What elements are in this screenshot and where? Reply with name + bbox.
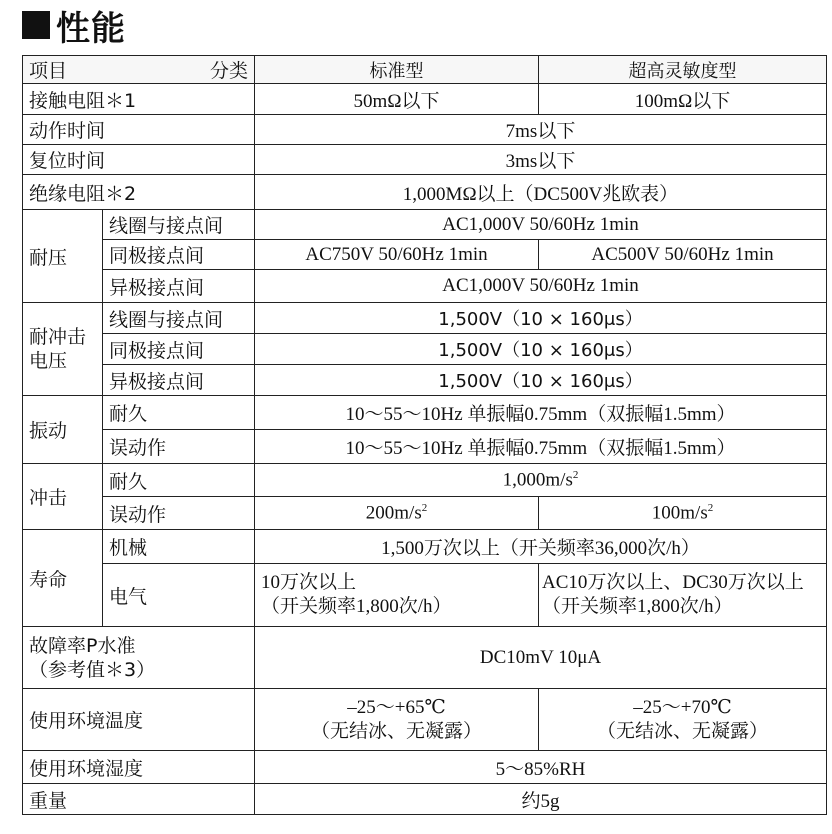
table-row [23, 334, 827, 365]
contact-resistance-standard: 50mΩ以下 [255, 84, 539, 115]
table-row [23, 497, 827, 530]
table-row [23, 175, 827, 210]
life-electrical-standard-line2: （开关频率1,800次/h） [261, 596, 452, 617]
dielectric-coil-contact-label: 线圈与接点间 [103, 210, 255, 240]
table-row [23, 430, 827, 464]
life-mechanical-value: 1,500万次以上（开关频率36,000次/h） [255, 530, 827, 564]
shock-malfunction-standard [255, 497, 539, 530]
ambient-temp-standard [255, 689, 539, 751]
shock-durability-label: 耐久 [103, 464, 255, 497]
table-row [23, 115, 827, 145]
table-row [23, 751, 827, 784]
table-row [23, 784, 827, 815]
surge-label-line1: 耐冲击 [29, 326, 87, 348]
header-row [23, 56, 827, 84]
life-electrical-ultra-line2: （开关频率1,800次/h） [542, 596, 733, 617]
life-electrical-label: 电气 [103, 564, 255, 627]
weight-label: 重量 [23, 784, 255, 815]
surge-coil-contact-label: 线圈与接点间 [103, 303, 255, 334]
table-row [23, 270, 827, 303]
dielectric-coil-contact-value: AC1,000V 50/60Hz 1min [255, 210, 827, 240]
table-row [23, 303, 827, 334]
shock-label: 冲击 [23, 464, 103, 530]
life-mechanical-label: 机械 [103, 530, 255, 564]
table-row [23, 627, 827, 689]
table-row [23, 84, 827, 115]
dielectric-same-pole-standard: AC750V 50/60Hz 1min [255, 240, 539, 270]
table-row [23, 464, 827, 497]
ambient-humidity-label: 使用环境湿度 [23, 751, 255, 784]
life-electrical-ultra [539, 564, 827, 627]
contact-resistance-label: 接触电阻＊1 [23, 84, 255, 115]
shock-durability-sup: 2 [572, 468, 579, 481]
shock-durability-text: 1,000m/s [502, 469, 573, 491]
contact-resistance-ultra: 100mΩ以下 [539, 84, 827, 115]
operate-time-value: 7ms以下 [255, 115, 827, 145]
table-row [23, 210, 827, 240]
shock-malfunction-ultra [539, 497, 827, 530]
ambient-temp-ultra [539, 689, 827, 751]
dielectric-same-pole-label: 同极接点间 [103, 240, 255, 270]
table-row [23, 365, 827, 396]
shock-malfunction-label: 误动作 [103, 497, 255, 530]
shock-malfunction-standard-sup: 2 [421, 501, 428, 514]
ambient-temp-standard-line2: （无结冰、无凝露） [310, 720, 482, 742]
vibration-malfunction-label: 误动作 [103, 430, 255, 464]
dielectric-same-pole-ultra: AC500V 50/60Hz 1min [539, 240, 827, 270]
life-electrical-standard-line1: 10万次以上 [261, 572, 357, 593]
table-row [23, 564, 827, 627]
dielectric-diff-pole-label: 异极接点间 [103, 270, 255, 303]
dielectric-diff-pole-value: AC1,000V 50/60Hz 1min [255, 270, 827, 303]
header-ultra: 超高灵敏度型 [539, 56, 827, 84]
shock-malfunction-standard-text: 200m/s [365, 502, 422, 524]
operate-time-label: 动作时间 [23, 115, 255, 145]
insulation-resistance-label: 绝缘电阻＊2 [23, 175, 255, 210]
surge-same-pole-value: 1,500V（10 × 160μs） [255, 334, 827, 365]
insulation-resistance-value: 1,000MΩ以上（DC500V兆欧表） [255, 175, 827, 210]
vibration-label: 振动 [23, 396, 103, 464]
failure-rate-label [23, 627, 255, 689]
header-standard: 标准型 [255, 56, 539, 84]
shock-durability-value [255, 464, 827, 497]
release-time-label: 复位时间 [23, 145, 255, 175]
weight-value: 约5g [255, 784, 827, 815]
life-electrical-ultra-line1: AC10万次以上、DC30万次以上 [542, 572, 804, 593]
vibration-durability-value: 10～55～10Hz 单振幅0.75mm（双振幅1.5mm） [255, 396, 827, 430]
dielectric-label: 耐压 [23, 210, 103, 303]
table-row [23, 396, 827, 430]
failure-rate-value: DC10mV 10μA [255, 627, 827, 689]
performance-table [22, 55, 827, 815]
section-title-text: 性能 [56, 8, 126, 49]
release-time-value: 3ms以下 [255, 145, 827, 175]
header-category: 分类 [209, 60, 248, 82]
ambient-temp-ultra-line1: –25～+70℃ [633, 696, 732, 718]
failure-rate-label-line1: 故障率P水准 [29, 634, 136, 657]
table-row [23, 145, 827, 175]
life-label: 寿命 [23, 530, 103, 627]
shock-malfunction-ultra-text: 100m/s [651, 502, 708, 524]
table-row [23, 530, 827, 564]
section-title [22, 4, 126, 49]
table-row [23, 689, 827, 751]
ambient-humidity-value: 5～85%RH [255, 751, 827, 784]
surge-diff-pole-label: 异极接点间 [103, 365, 255, 396]
table-row [23, 240, 827, 270]
ambient-temp-ultra-line2: （无结冰、无凝露） [596, 720, 768, 742]
header-item: 项目 [29, 60, 68, 82]
ambient-temp-label: 使用环境温度 [23, 689, 255, 751]
vibration-malfunction-value: 10～55～10Hz 单振幅0.75mm（双振幅1.5mm） [255, 430, 827, 464]
shock-malfunction-ultra-sup: 2 [707, 501, 714, 514]
surge-diff-pole-value: 1,500V（10 × 160μs） [255, 365, 827, 396]
surge-coil-contact-value: 1,500V（10 × 160μs） [255, 303, 827, 334]
life-electrical-standard [255, 564, 539, 627]
square-bullet-icon [22, 11, 50, 39]
ambient-temp-standard-line1: –25～+65℃ [347, 696, 446, 718]
failure-rate-label-line2: （参考值＊3） [29, 658, 156, 681]
vibration-durability-label: 耐久 [103, 396, 255, 430]
surge-same-pole-label: 同极接点间 [103, 334, 255, 365]
header-item-category [23, 56, 255, 84]
surge-label [23, 303, 103, 396]
surge-label-line2: 电压 [29, 350, 68, 372]
